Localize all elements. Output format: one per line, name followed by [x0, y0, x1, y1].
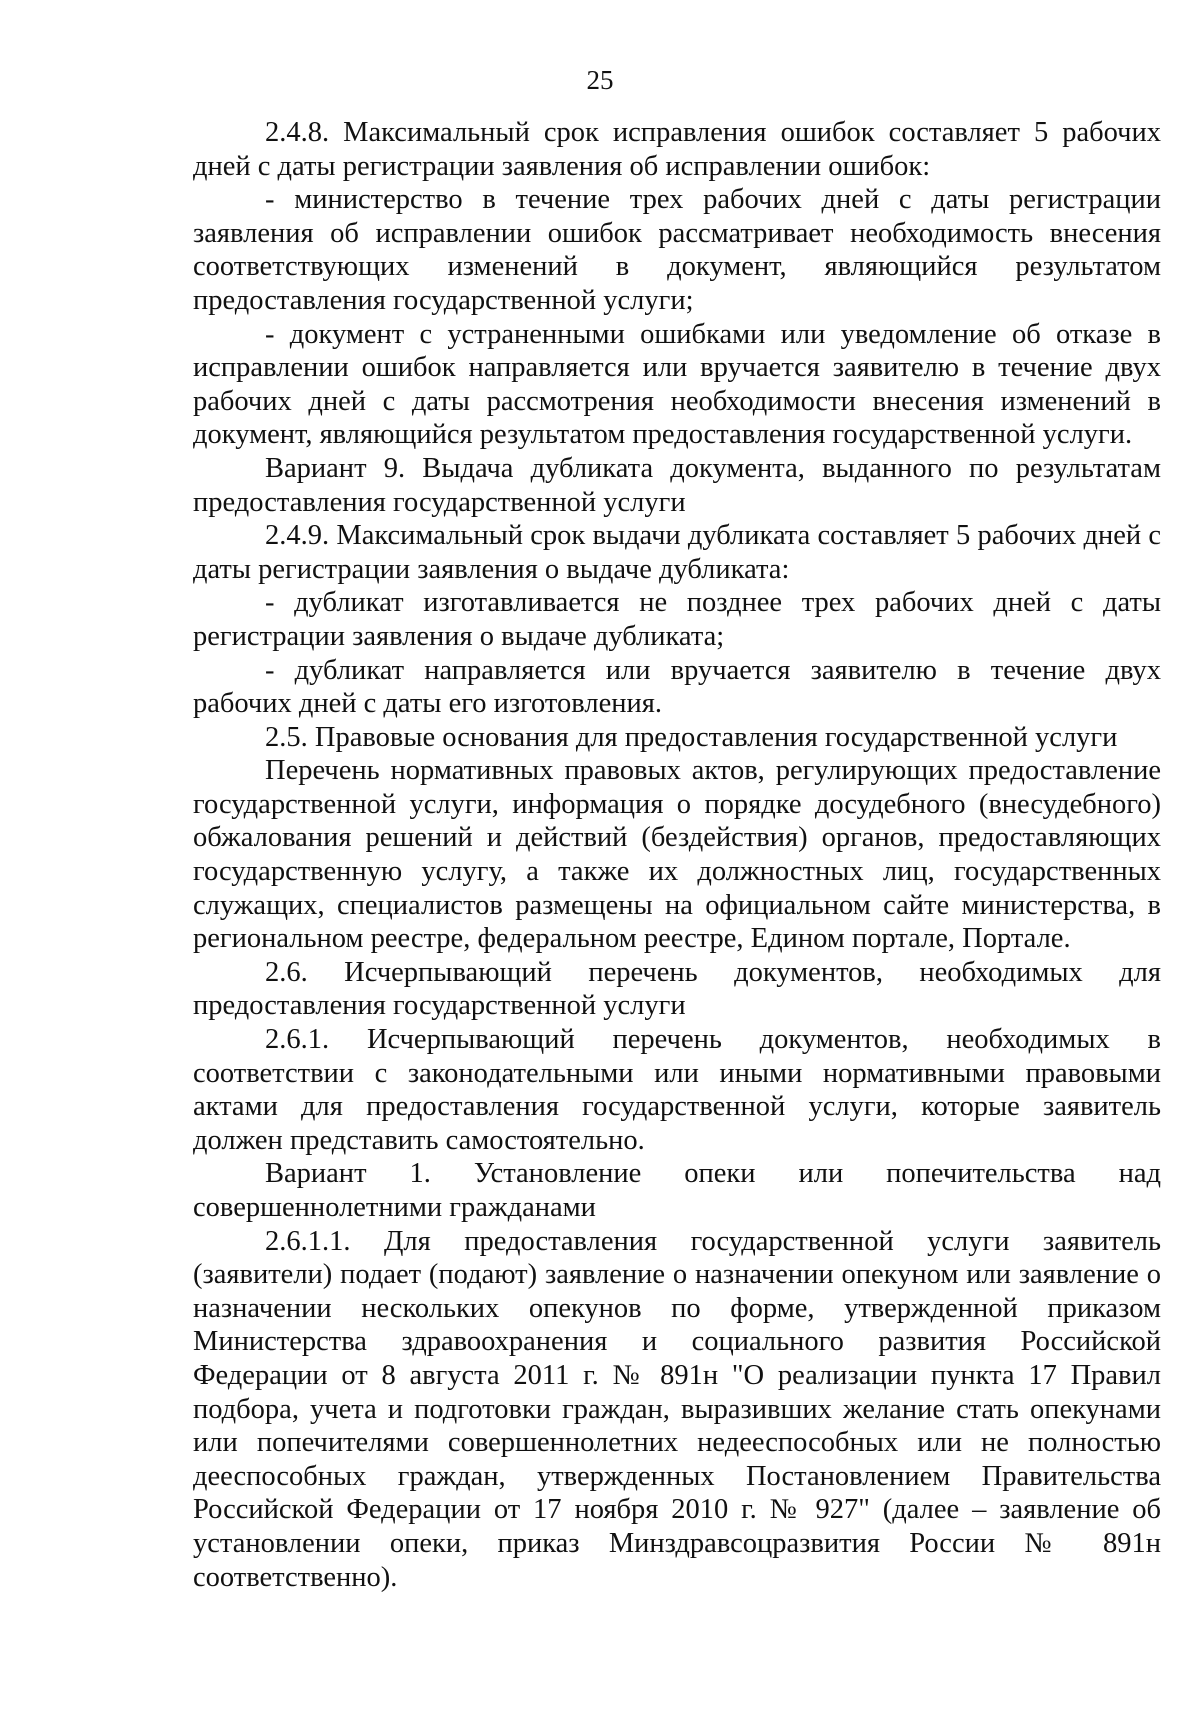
paragraph-variant-9: Вариант 9. Выдача дубликата документа, выданного по результатам предоставления государственной услуги: [193, 452, 1161, 518]
paragraph-2-4-8: 2.4.8. Максимальный срок исправления ошибок составляет 5 рабочих дней с даты регистрации заявления об исправлении ошибок:: [193, 117, 1161, 182]
paragraph-legal-acts: Перечень нормативных правовых актов, регулирующих предоставление государственной услуги, информация о порядке досудебного (внесудебного) обжалования решений и действий (бездействия) органов, предоставляющих государственную услугу, а также их должностных лиц, государственных служащих, специалистов размещены на официальном сайте министерства, в региональном реестре, федеральном реестре, Едином портале, Портале.: [193, 755, 1161, 955]
paragraph-ministry-review: - министерство в течение трех рабочих дней с даты регистрации заявления об исправлении ошибок рассматривает необходимость внесения соответствующих изменений в документ, являющийся результатом предоставления государственной услуги;: [193, 184, 1161, 316]
paragraph-2-6-heading: 2.6. Исчерпывающий перечень документов, необходимых для предоставления государственной услуги: [193, 956, 1161, 1022]
paragraph-corrected-document: - документ с устраненными ошибками или уведомление об отказе в исправлении ошибок направляется или вручается заявителю в течение двух рабочих дней с даты рассмотрения необходимости внесения изменений в документ, являющийся результатом предоставления государственной услуги.: [193, 318, 1161, 451]
document-body: [193, 116, 1161, 1594]
paragraph-2-5-heading: 2.5. Правовые основания для предоставления государственной услуги: [265, 721, 1118, 753]
paragraph-2-6-1-1: 2.6.1.1. Для предоставления государственной услуги заявитель (заявители) подает (подают) заявление о назначении опекуном или заявление о назначении нескольких опекунов по форме, утвержденной приказом Министерства здравоохранения и социального развития Российской Федерации от 8 августа 2011 г. № 891н "О реализации пункта 17 Правил подбора, учета и подготовки граждан, выразивших желание стать опекунами или попечителями совершеннолетних недееспособных или не полностью дееспособных граждан, утвержденных Постановлением Правительства Российской Федерации от 17 ноября 2010 г. № 927" (далее – заявление об установлении опеки, приказ Минздравсоцразвития России № 891н соответственно).: [193, 1225, 1161, 1593]
page-number: 25: [586, 65, 614, 95]
paragraph-variant-1: Вариант 1. Установление опеки или попечительства над совершеннолетними гражданами: [193, 1158, 1161, 1223]
paragraph-duplicate-sent: - дубликат направляется или вручается заявителю в течение двух рабочих дней с даты его изготовления.: [193, 654, 1161, 720]
paragraph-2-4-9: 2.4.9. Максимальный срок выдачи дубликата составляет 5 рабочих дней с даты регистрации заявления о выдаче дубликата:: [193, 520, 1161, 585]
paragraph-duplicate-made: - дубликат изготавливается не позднее трех рабочих дней с даты регистрации заявления о выдаче дубликата;: [193, 587, 1161, 652]
paragraph-2-6-1: 2.6.1. Исчерпывающий перечень документов, необходимых в соответствии с законодательными или иными нормативными правовыми актами для предоставления государственной услуги, которые заявитель должен представить самостоятельно.: [193, 1024, 1161, 1156]
